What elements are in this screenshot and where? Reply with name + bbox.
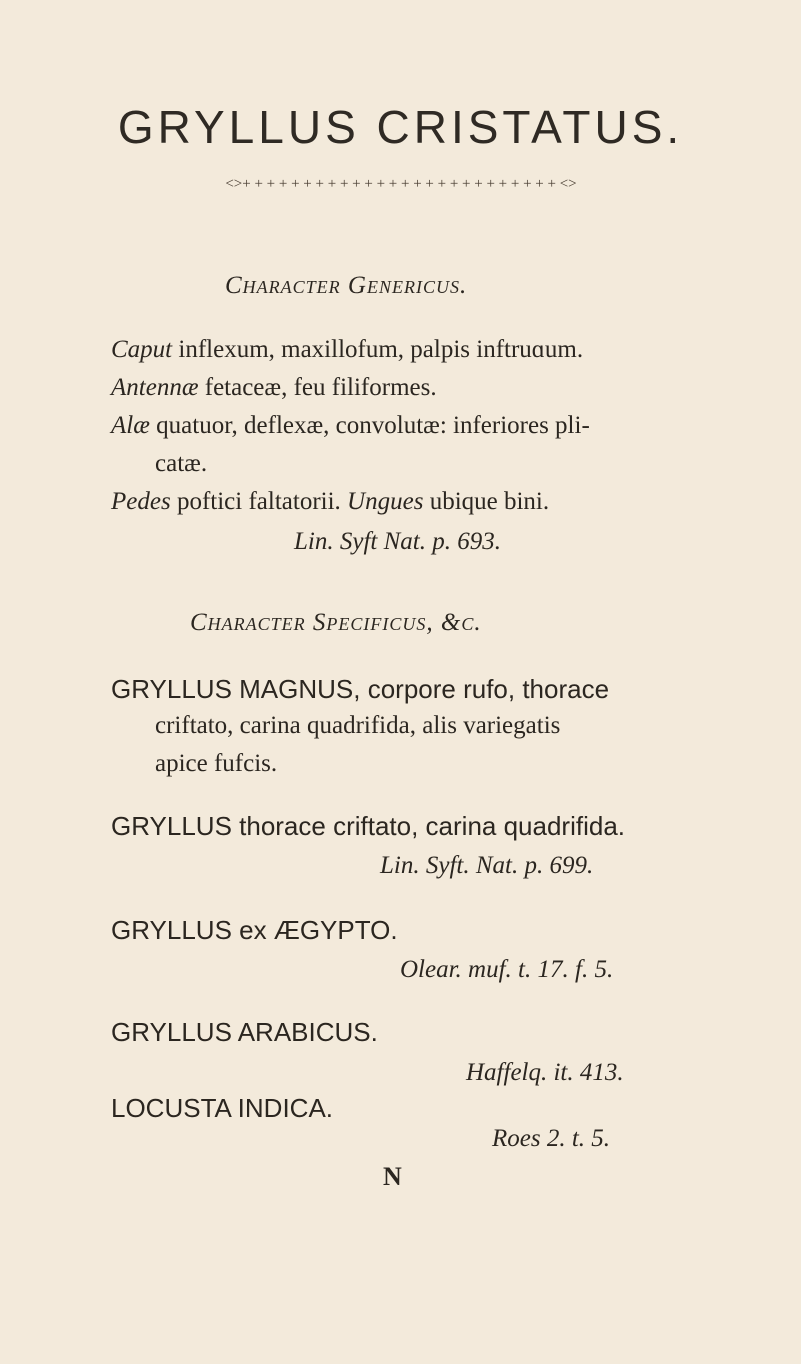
term-alae: Alæ [111,412,150,439]
text-pedes: poftici faltatorii. [170,488,348,515]
entry3-reference: Olear. muf. t. 17. f. 5. [400,956,614,983]
entry4-line1: GRYLLUS ARABICUS. [111,1017,378,1047]
text-alae: quatuor, deflexæ, convolutæ: inferiores pli- [149,412,590,439]
entry2-line1: GRYLLUS thorace criftato, carina quadrifida. [111,811,626,841]
generic-line-pedes [111,488,549,516]
generic-line-antennae [111,374,437,402]
term-caput: Caput [111,336,173,363]
text-antennae: fetaceæ, feu filiformes. [198,374,437,401]
term-antennae: Antennæ [111,374,199,401]
entry3-line1: GRYLLUS ex ÆGYPTO. [111,915,398,945]
entry1-line1: GRYLLUS MAGNUS, corpore rufo, thorace [111,674,610,704]
generic-reference: Lin. Syft Nat. p. 693. [294,528,501,555]
generic-line-caput [111,336,583,364]
term-pedes: Pedes [111,488,171,515]
entry4-reference: Haffelq. it. 413. [466,1059,624,1086]
text-ungues: ubique bini. [423,488,550,515]
specific-heading: Character Specificus, &c. [190,609,482,636]
ornament-rule: <>+ + + + + + + + + + + + + + + + + + + + + + + + + + <> [225,176,577,192]
generic-line-alae-cont: catæ. [155,450,208,477]
entry1-line3: apice fufcis. [155,750,278,777]
entry5-line1: LOCUSTA INDICA. [111,1093,334,1123]
entry2-reference: Lin. Syft. Nat. p. 699. [380,852,594,879]
entry1-line2: criftato, carina quadrifida, alis variegatis [155,712,561,739]
text-caput: inflexum, maxillofum, palpis inftruɑum. [172,336,584,363]
generic-heading: Character Genericus. [225,272,468,299]
entry5-reference: Roes 2. t. 5. [492,1125,611,1152]
page-title: GRYLLUS CRISTATUS. [117,101,684,153]
term-ungues: Ungues [347,488,424,515]
signature-mark: N [383,1162,402,1191]
generic-line-alae [111,412,590,440]
